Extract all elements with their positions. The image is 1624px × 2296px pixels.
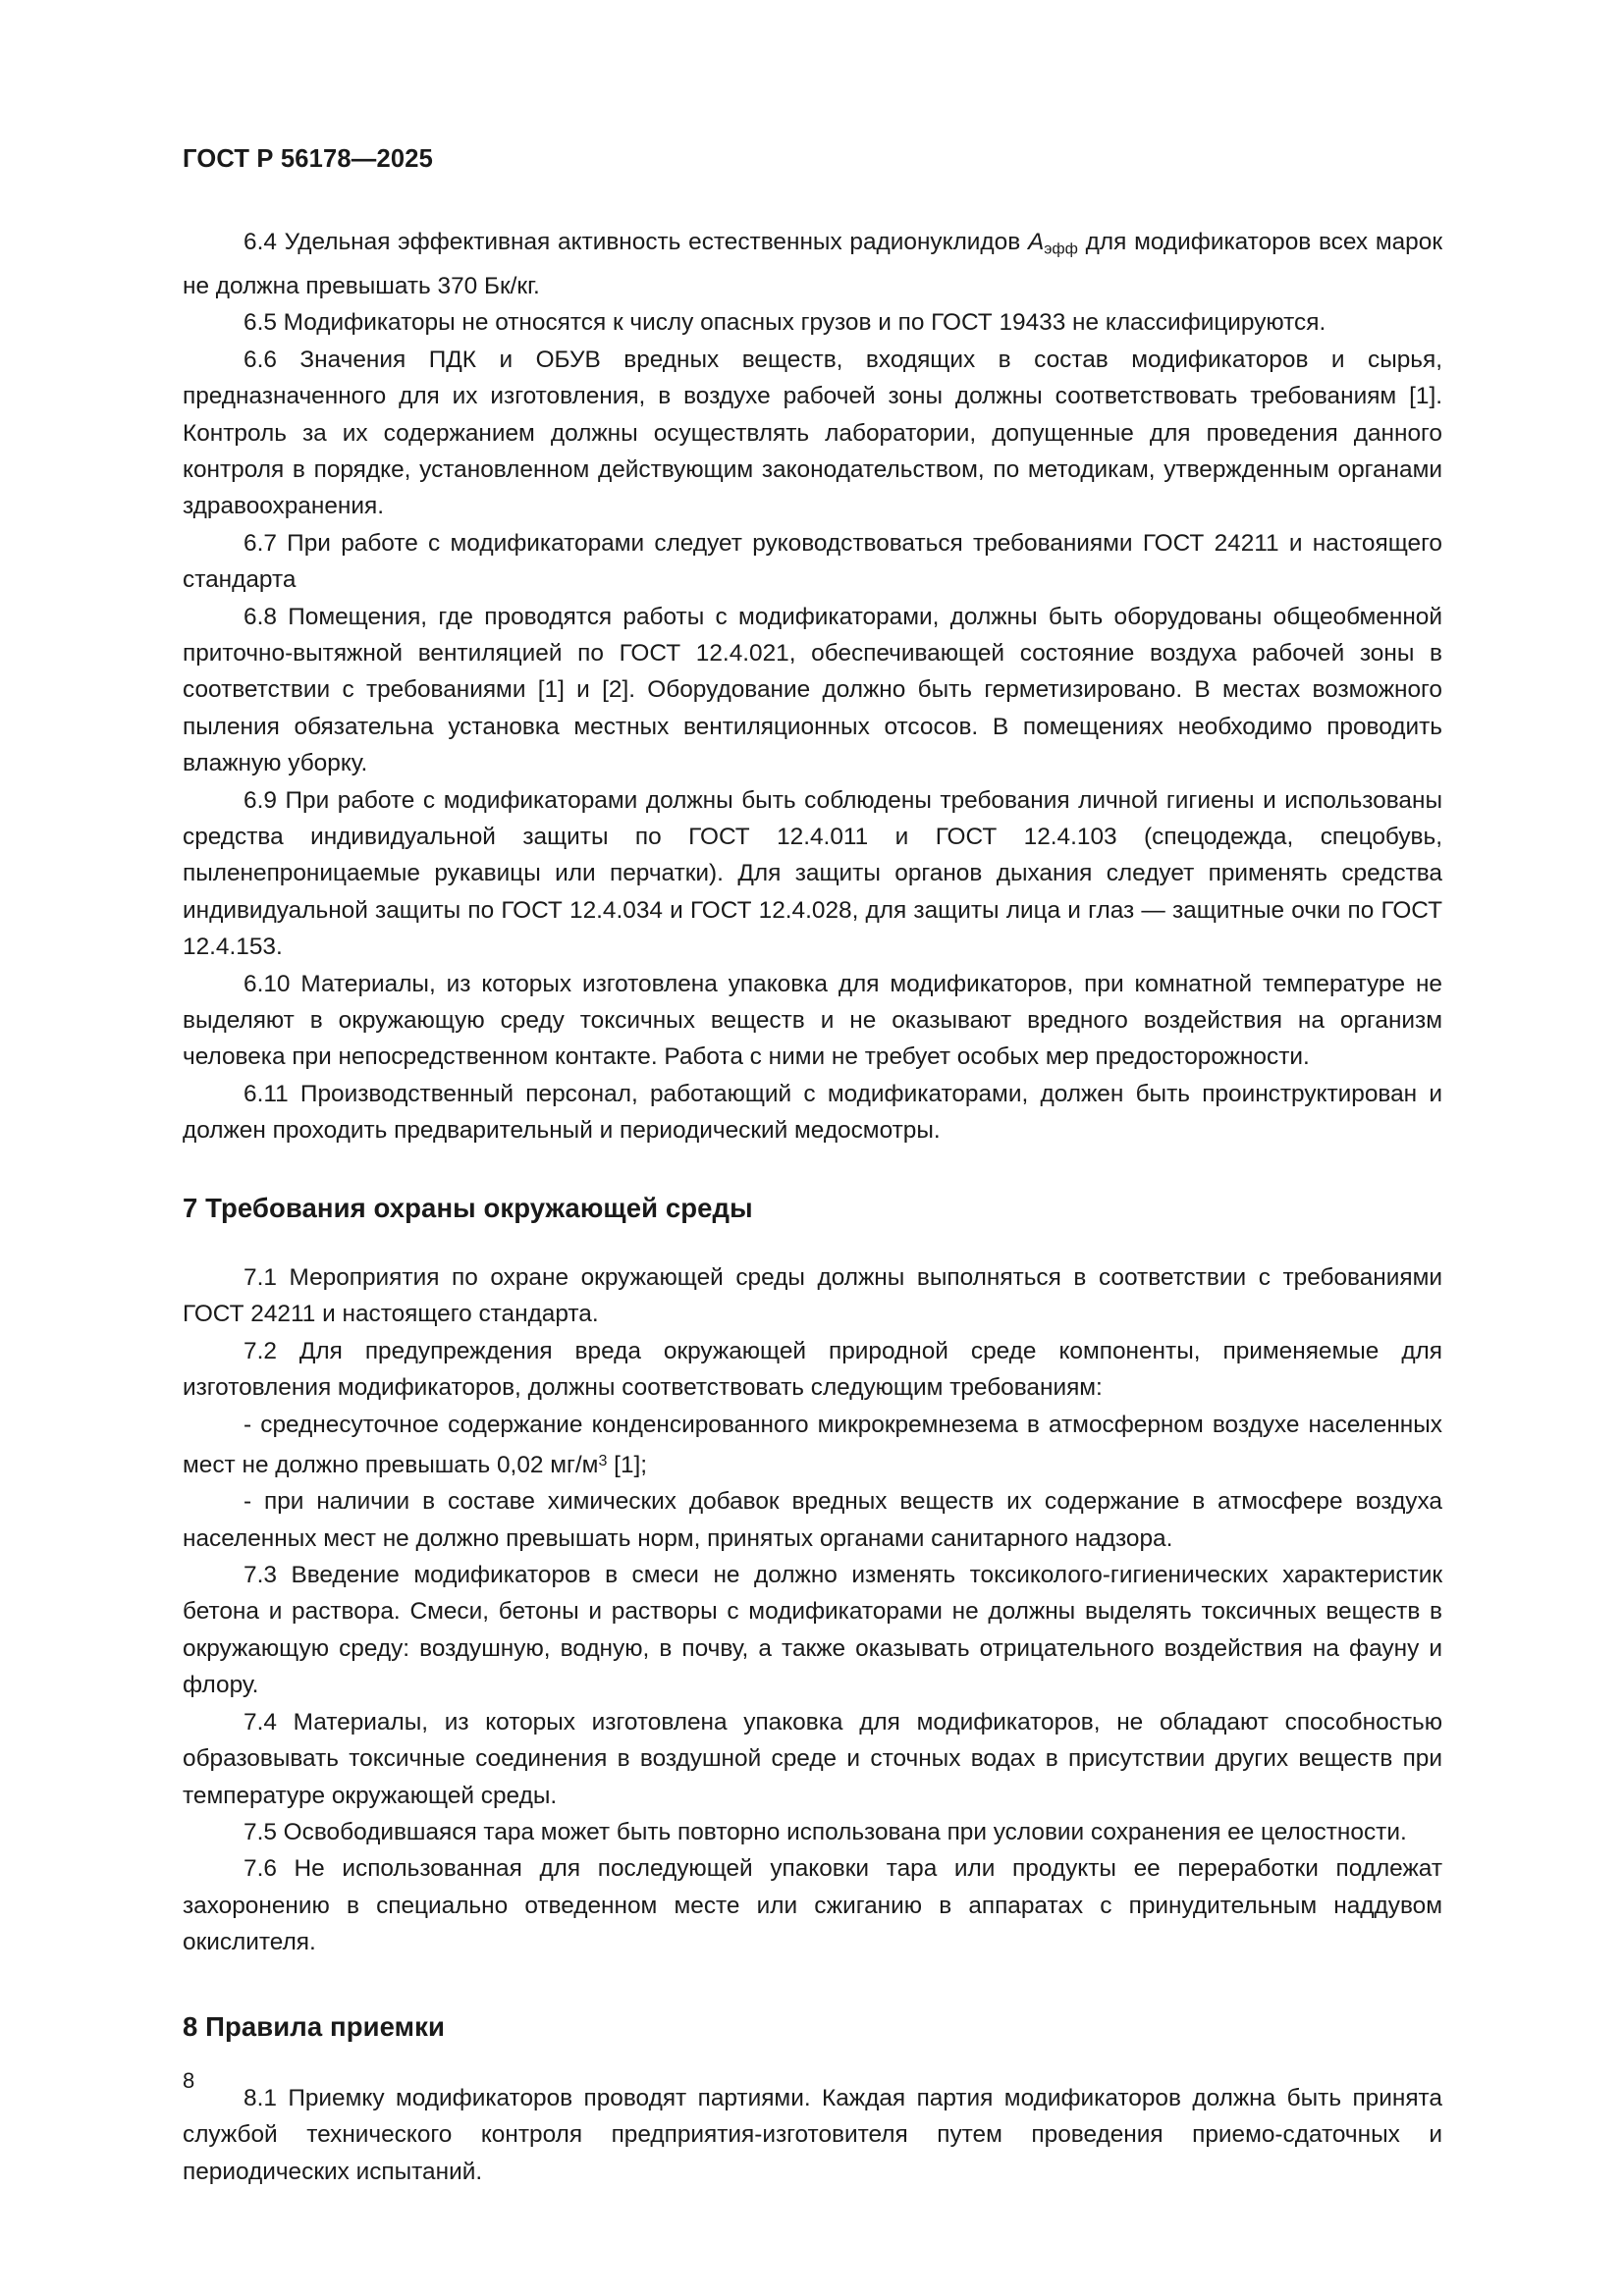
clause-6-6: 6.6 Значения ПДК и ОБУВ вредных веществ, входящих в состав модификаторов и сырья, предназначенного для их изготовления, в воздухе рабочей зоны должны соответствовать требованиям [1]. Контроль за их содержанием должны осуществлять лаборатории, допущенные для проведения данного контроля в порядке, установленном действующим законодательством, по методикам, утвержденным органами здравоохранения. bbox=[183, 346, 1442, 520]
clause-6-11: 6.11 Производственный персонал, работающий с модификаторами, должен быть проинструктирован и должен проходить предварительный и периодический медосмотры. bbox=[183, 1080, 1442, 1145]
clause-7-2-bullet-1-text: - среднесуточное содержание конденсированного микрокремнезема в атмосферном воздухе населенных мест не должно превышать 0,02 мг/м bbox=[183, 1411, 1442, 1478]
heading-section-7: 7 Требования охраны окружающей среды bbox=[183, 1192, 753, 1223]
symbol-a-eff-subscript: эфф bbox=[1044, 240, 1078, 258]
heading-section-8: 8 Правила приемки bbox=[183, 2010, 445, 2042]
clause-8-1: 8.1 Приемку модификаторов проводят партиями. Каждая партия модификаторов должна быть принята службой технического контроля предприятия-изготовителя путем проведения приемо-сдаточных и периодических испытаний. bbox=[183, 2084, 1442, 2185]
clause-6-8: 6.8 Помещения, где проводятся работы с модификаторами, должны быть оборудованы общеобменной приточно-вытяжной вентиляцией по ГОСТ 12.4.021, обеспечивающей состояние воздуха рабочей зоны в соответствии с требованиями [1] и [2]. Оборудование должно быть герметизировано. В местах возможного пыления обязательна установка местных вентиляционных отсосов. В помещениях необходимо проводить влажную уборку. bbox=[183, 603, 1442, 777]
clause-7-6: 7.6 Не использованная для последующей упаковки тара или продукты ее переработки подлежат захоронению в специально отведенном месте или сжиганию в аппаратах с принудительным наддувом окислителя. bbox=[183, 1855, 1442, 1956]
clause-7-4: 7.4 Материалы, из которых изготовлена упаковка для модификаторов, не обладают способностью образовывать токсичные соединения в воздушной среде и сточных водах в присутствии других веществ при температуре окружающей среды. bbox=[183, 1708, 1442, 1809]
page-number: 8 bbox=[183, 2068, 195, 2093]
clause-6-4-text-start: 6.4 Удельная эффективная активность естественных радионуклидов bbox=[244, 229, 1028, 255]
clause-6-4 bbox=[183, 224, 1442, 304]
clause-6-7: 6.7 При работе с модификаторами следует руководствоваться требованиями ГОСТ 24211 и настоящего стандарта bbox=[183, 529, 1442, 594]
clause-7-2-bullet-2: - при наличии в составе химических добавок вредных веществ их содержание в атмосфере воздуха населенных мест не должно превышать норм, принятых органами санитарного надзора. bbox=[183, 1488, 1442, 1552]
clause-7-2-bullet-1 bbox=[183, 1407, 1442, 1484]
spacer-after-section-7 bbox=[183, 1226, 1442, 1259]
symbol-a-eff: A bbox=[1027, 229, 1045, 255]
clause-7-3: 7.3 Введение модификаторов в смеси не должно изменять токсиколого-гигиенических характеристик бетона и раствора. Смеси, бетоны и растворы с модификаторами не должны выделять токсичных веществ в окружающую среду: воздушную, водную, в почву, а также оказывать отрицательного воздействия на фауну и флору. bbox=[183, 1562, 1442, 1699]
clause-7-2: 7.2 Для предупреждения вреда окружающей природной среде компоненты, применяемые для изготовления модификаторов, должны соответствовать следующим требованиям: bbox=[183, 1337, 1442, 1402]
clause-7-1: 7.1 Мероприятия по охране окружающей среды должны выполняться в соответствии с требованиями ГОСТ 24211 и настоящего стандарта. bbox=[183, 1264, 1442, 1328]
clause-7-5: 7.5 Освободившаяся тара может быть повторно использована при условии сохранения ее целостности. bbox=[244, 1818, 1407, 1845]
spacer-before-section-8 bbox=[183, 1961, 1442, 2008]
spacer-before-section-7 bbox=[183, 1149, 1442, 1190]
clause-6-4-text-end: для модификаторов всех марок не должна превышать 370 Бк/кг. bbox=[183, 229, 1442, 299]
clause-7-2-bullet-1-reference: [1]; bbox=[607, 1451, 648, 1478]
cubic-meter-exponent: 3 bbox=[598, 1452, 608, 1470]
clause-6-5: 6.5 Модификаторы не относятся к числу опасных грузов и по ГОСТ 19433 не классифицируются. bbox=[244, 309, 1326, 337]
page-header-standard-number: ГОСТ Р 56178—2025 bbox=[183, 145, 434, 173]
clause-6-10: 6.10 Материалы, из которых изготовлена упаковка для модификаторов, при комнатной температуре не выделяют в окружающую среду токсичных веществ и не оказывают вредного воздействия на организм человека при непосредственном контакте. Работа с ними не требует особых мер предосторожности. bbox=[183, 970, 1442, 1071]
page-content bbox=[183, 224, 1442, 2190]
clause-6-9: 6.9 При работе с модификаторами должны быть соблюдены требования личной гигиены и использованы средства индивидуальной защиты по ГОСТ 12.4.011 и ГОСТ 12.4.103 (спецодежда, спецобувь, пыленепроницаемые рукавицы или перчатки). Для защиты органов дыхания следует применять средства индивидуальной защиты по ГОСТ 12.4.034 и ГОСТ 12.4.028, для защиты лица и глаз — защитные очки по ГОСТ 12.4.153. bbox=[183, 786, 1442, 961]
spacer-after-section-8 bbox=[183, 2045, 1442, 2080]
